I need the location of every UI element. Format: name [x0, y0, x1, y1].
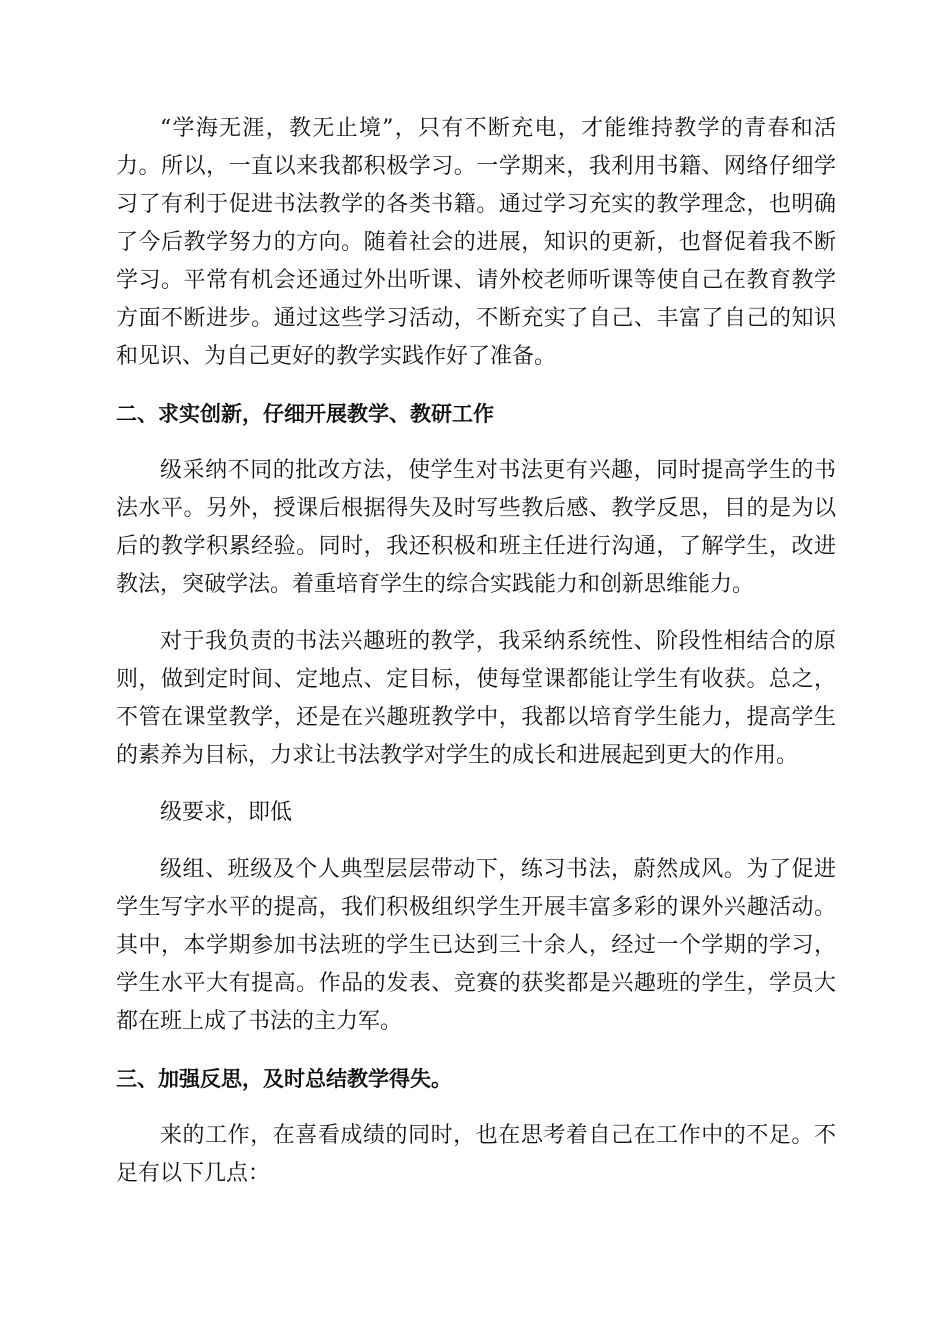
text-line: 力。所以，一直以来我都积极学习。一学期来，我利用书籍、网络仔细学	[116, 154, 836, 179]
text-line: 对于我负责的书法兴趣班的教学，我采纳系统性、阶段性相结合的原	[160, 629, 836, 654]
text-line: 级要求，即低	[160, 800, 293, 825]
paragraph-grade-requirements	[116, 794, 836, 832]
text-line: 方面不断进步。通过这些学习活动，不断充实了自己、丰富了自己的知识	[116, 306, 836, 331]
text-line: 足有以下几点：	[116, 1161, 271, 1186]
text-line: 级组、班级及个人典型层层带动下，练习书法，蔚然成风。为了促进	[160, 857, 836, 882]
paragraph-reflection	[116, 1117, 836, 1193]
text-line: 了今后教学努力的方向。随着社会的进展，知识的更新，也督促着我不断	[116, 230, 836, 255]
document-page	[116, 110, 836, 1212]
paragraph-continuous-learning	[116, 110, 836, 376]
text-line: 学生水平大有提高。作品的发表、竞赛的获奖都是兴趣班的学生，学员大	[116, 971, 836, 996]
text-line: 的素养为目标，力求让书法教学对学生的成长和进展起到更大的作用。	[116, 743, 799, 768]
text-line: 学生写字水平的提高，我们积极组织学生开展丰富多彩的课外兴趣活动。	[116, 895, 836, 920]
text-line: 法水平。另外，授课后根据得失及时写些教后感、教学反思，目的是为以	[116, 496, 836, 521]
text-line: 则，做到定时间、定地点、定目标，使每堂课都能让学生有收获。总之，	[116, 667, 836, 692]
paragraph-calligraphy-activities	[116, 851, 836, 1041]
text-line: 教法，突破学法。着重培育学生的综合实践能力和创新思维能力。	[116, 572, 755, 597]
paragraph-interest-class	[116, 623, 836, 775]
text-line: 和见识、为自己更好的教学实践作好了准备。	[116, 344, 557, 369]
section-heading-3: 三、加强反思，及时总结教学得失。	[116, 1067, 452, 1091]
text-line: 来的工作，在喜看成绩的同时，也在思考着自己在工作中的不足。不	[160, 1123, 836, 1148]
section-heading-2: 二、求实创新，仔细开展教学、教研工作	[116, 402, 494, 426]
text-line: 后的教学积累经验。同时，我还积极和班主任进行沟通，了解学生，改进	[116, 534, 836, 559]
paragraph-grading-methods	[116, 452, 836, 604]
text-line: “学海无涯，教无止境”，只有不断充电，才能维持教学的青春和活	[160, 116, 836, 141]
text-line: 级采纳不同的批改方法，使学生对书法更有兴趣，同时提高学生的书	[160, 458, 836, 483]
text-line: 不管在课堂教学，还是在兴趣班教学中，我都以培育学生能力，提高学生	[116, 705, 836, 730]
text-line: 学习。平常有机会还通过外出听课、请外校老师听课等使自己在教育教学	[116, 268, 836, 293]
text-line: 都在班上成了书法的主力军。	[116, 1009, 403, 1034]
text-line: 习了有利于促进书法教学的各类书籍。通过学习充实的教学理念，也明确	[116, 192, 836, 217]
text-line: 其中，本学期参加书法班的学生已达到三十余人，经过一个学期的学习，	[116, 933, 836, 958]
